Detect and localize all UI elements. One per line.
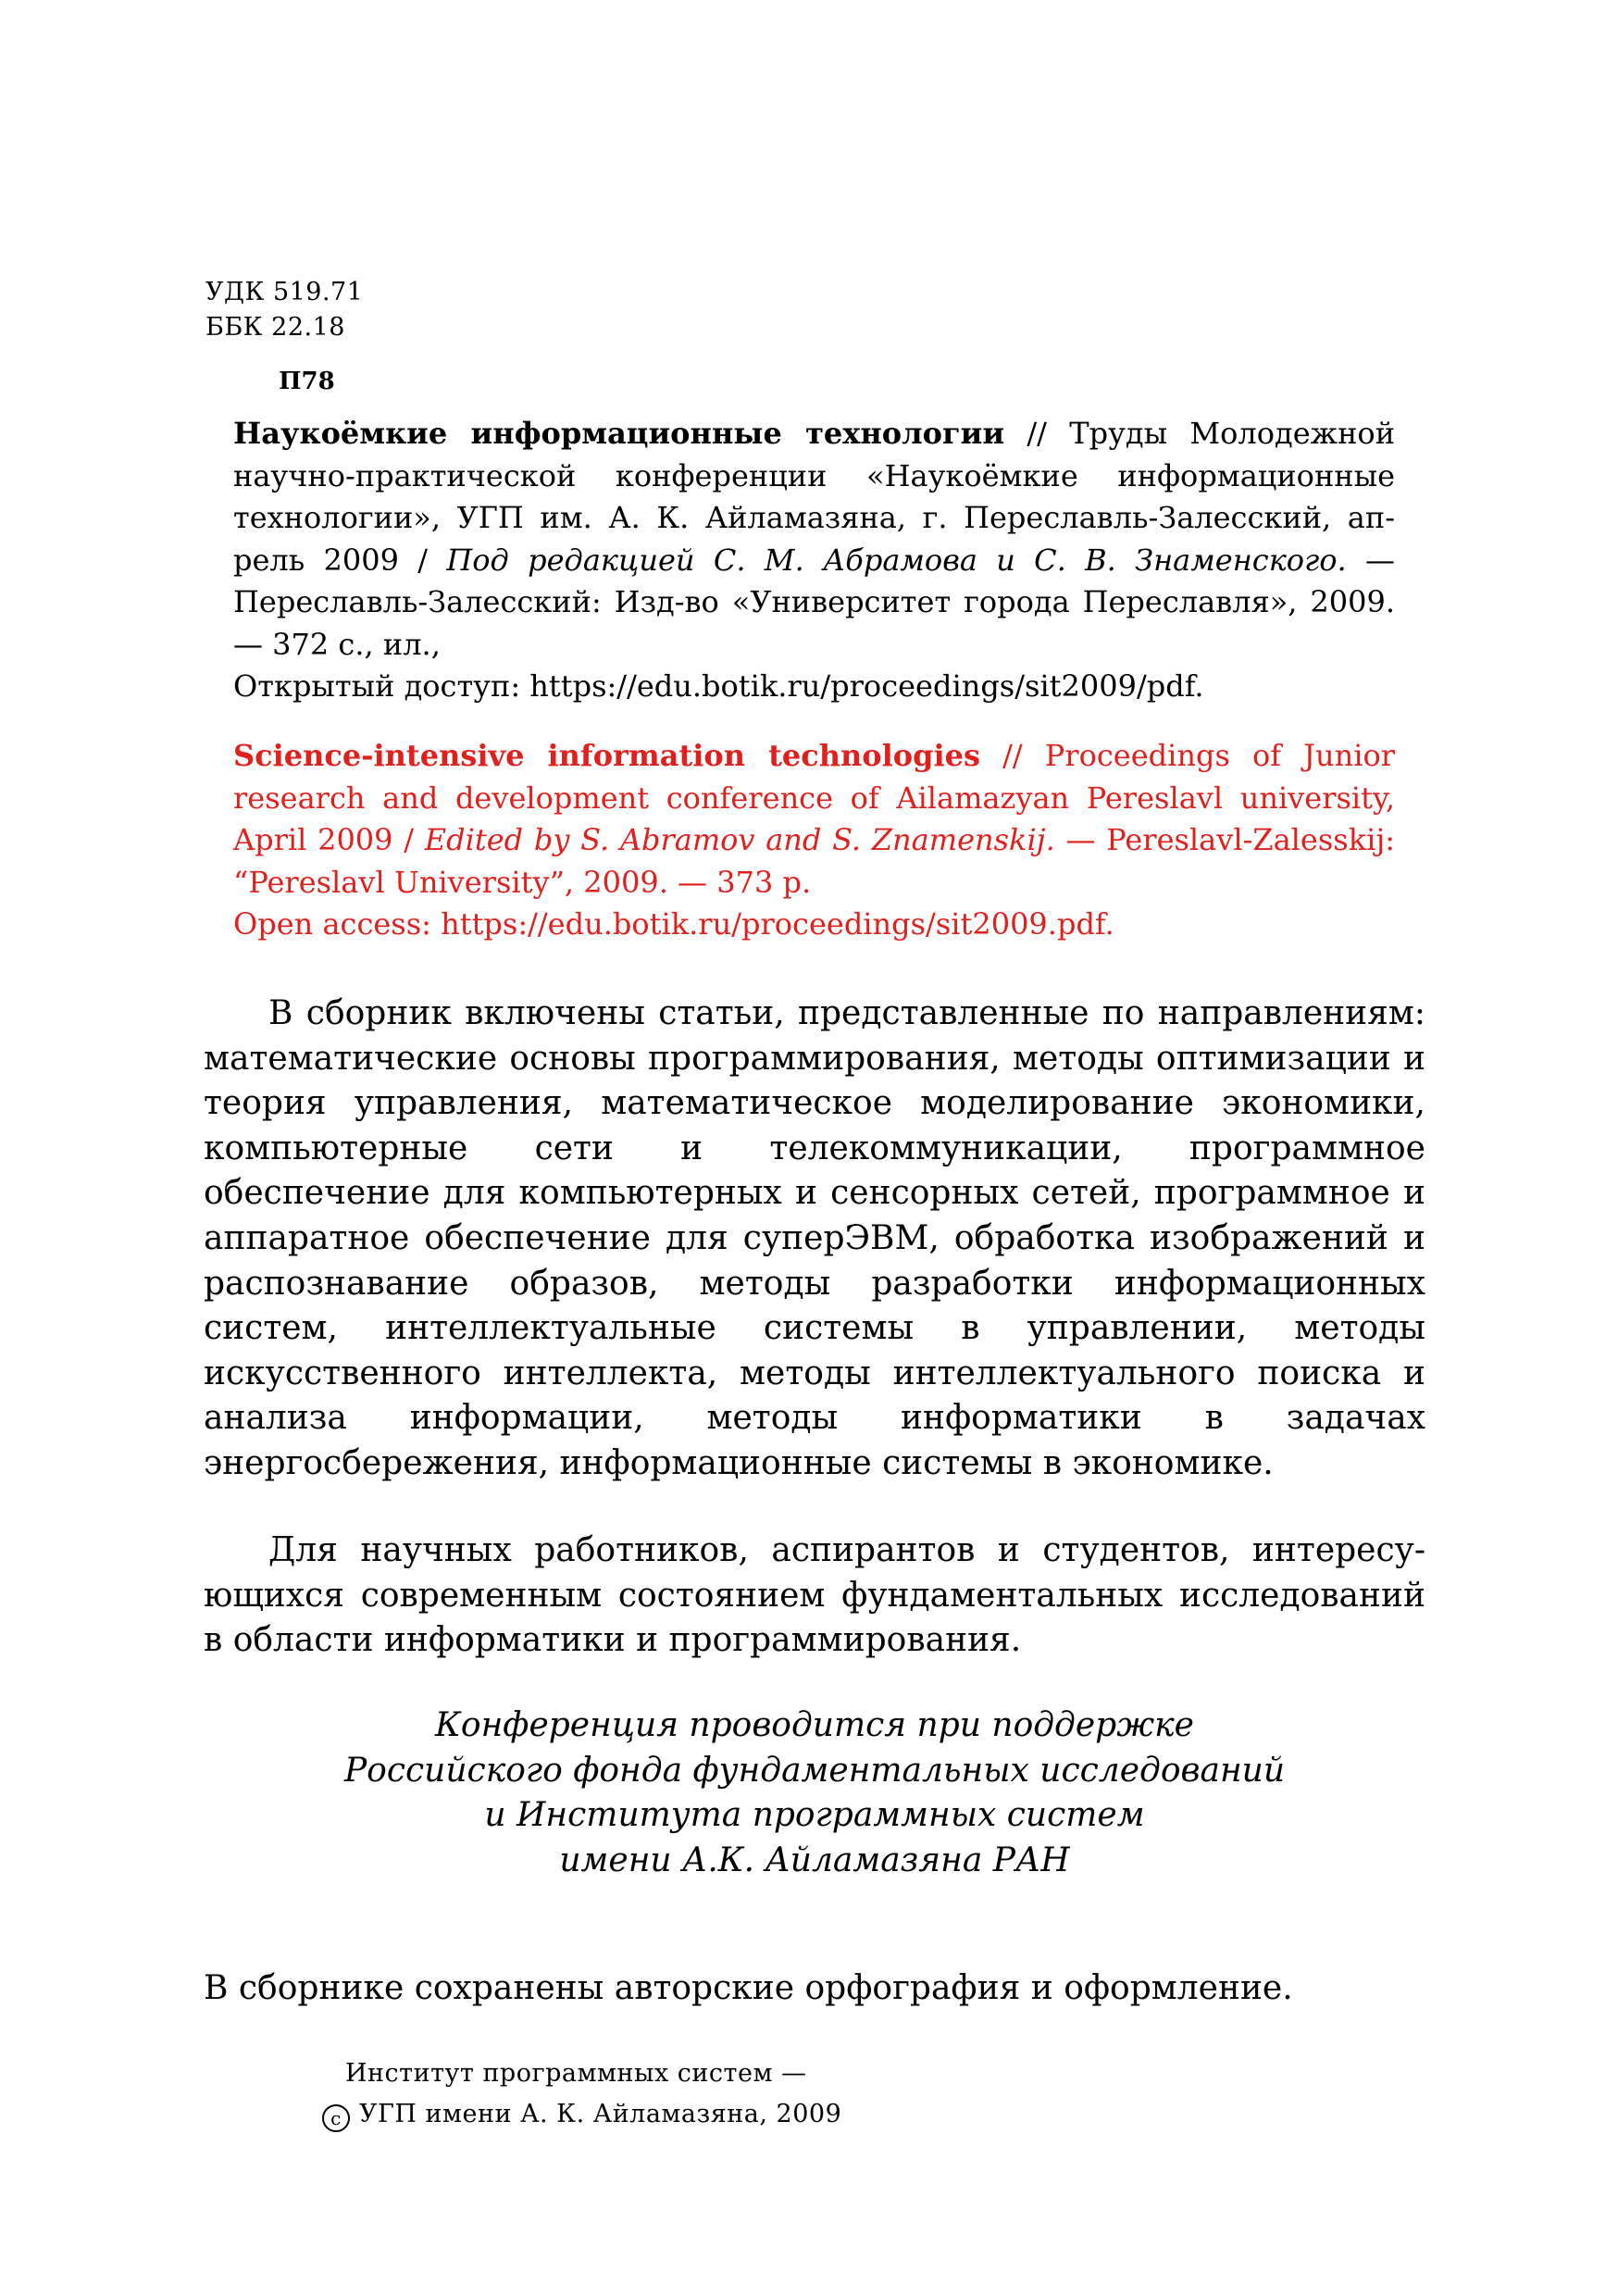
publisher-details: — Переславль-Залесский: Изд-во «Университет города Переславля», 2009. — 372 с., ил., <box>233 542 1396 662</box>
bibliographic-record-russian <box>233 413 1395 708</box>
abstract-paragraph-topics: В сборник включены статьи, представленные по направлениям: математические основы программирования, методы оптимизации и теория управления, математическое моделирование экономики, компьютерные сети и телекоммуникации, программное обеспечение для компьютерных и сенсорных сетей, программное и аппаратное обеспечение для суперЭВМ, обработка изображений и распознавание образов, методы разработки информационных систем, интеллектуальные системы в управлении, методы искусственного интеллекта, методы интеллектуального поиска и анализа информации, методы информатики в задачах энергосбережения, информационные системы в экономике. <box>204 994 1425 1482</box>
support-line: Конференция проводится при поддержке <box>435 1706 1194 1744</box>
open-access-russian: Открытый доступ: https://edu.botik.ru/proceedings/sit2009/pdf. <box>233 668 1204 704</box>
support-line: имени А.К. Айламазяна РАН <box>559 1841 1070 1879</box>
support-note <box>204 1703 1425 1883</box>
abstract-paragraph-audience: Для научных работников, аспирантов и студентов, интересующихся современным состоянием фундаментальных исследований в области информатики и программирования. <box>204 1531 1425 1660</box>
editors-russian: Под редакцией С. М. Абрамова и С. В. Знаменского. <box>446 542 1347 578</box>
book-title-russian: Наукоёмкие информационные технологии <box>233 416 1005 451</box>
separator: // <box>980 738 1045 773</box>
editors-english: Edited by S. Abramov and S. Znamenskij. <box>424 822 1055 857</box>
copyright-icon: c <box>322 2104 350 2132</box>
book-title-english: Science-intensive information technologies <box>233 738 981 773</box>
copyright-text: УГП имени А. К. Айламазяна, 2009 <box>359 2100 842 2128</box>
support-line: и Института программных систем <box>484 1796 1145 1835</box>
udk-code: УДК 519.71 <box>205 278 364 306</box>
bibliographic-record-english <box>233 735 1395 946</box>
publisher-details-english: — Pereslavl-Zalesskij: “Pereslavl University”, 2009. — 373 p. <box>233 822 1396 900</box>
publication-details-english: Proceedings of Junior research and development conference of Ailamazyan Pereslavl university, April 2009 / <box>233 738 1396 857</box>
preserved-spelling-note: В сборнике сохранены авторские орфография и оформление. <box>204 1969 1293 2007</box>
author-mark: П78 <box>279 368 335 395</box>
publication-details: Труды Молодежной научно-практической конференции «Наукоёмкие информационные технологии», УГП им. А. К. Айламазяна, г. Переславль-Залесский, апрель 2009 / <box>233 416 1396 578</box>
copyright-block <box>322 2053 841 2135</box>
open-access-english: Open access: https://edu.botik.ru/proceedings/sit2009.pdf. <box>233 906 1114 942</box>
bbk-code: ББК 22.18 <box>205 313 345 342</box>
separator: // <box>1004 416 1070 451</box>
copyright-holder-line: Институт программных систем — <box>345 2059 807 2088</box>
copyright-line <box>322 2094 841 2135</box>
support-line: Российского фонда фундаментальных исследований <box>343 1751 1286 1790</box>
